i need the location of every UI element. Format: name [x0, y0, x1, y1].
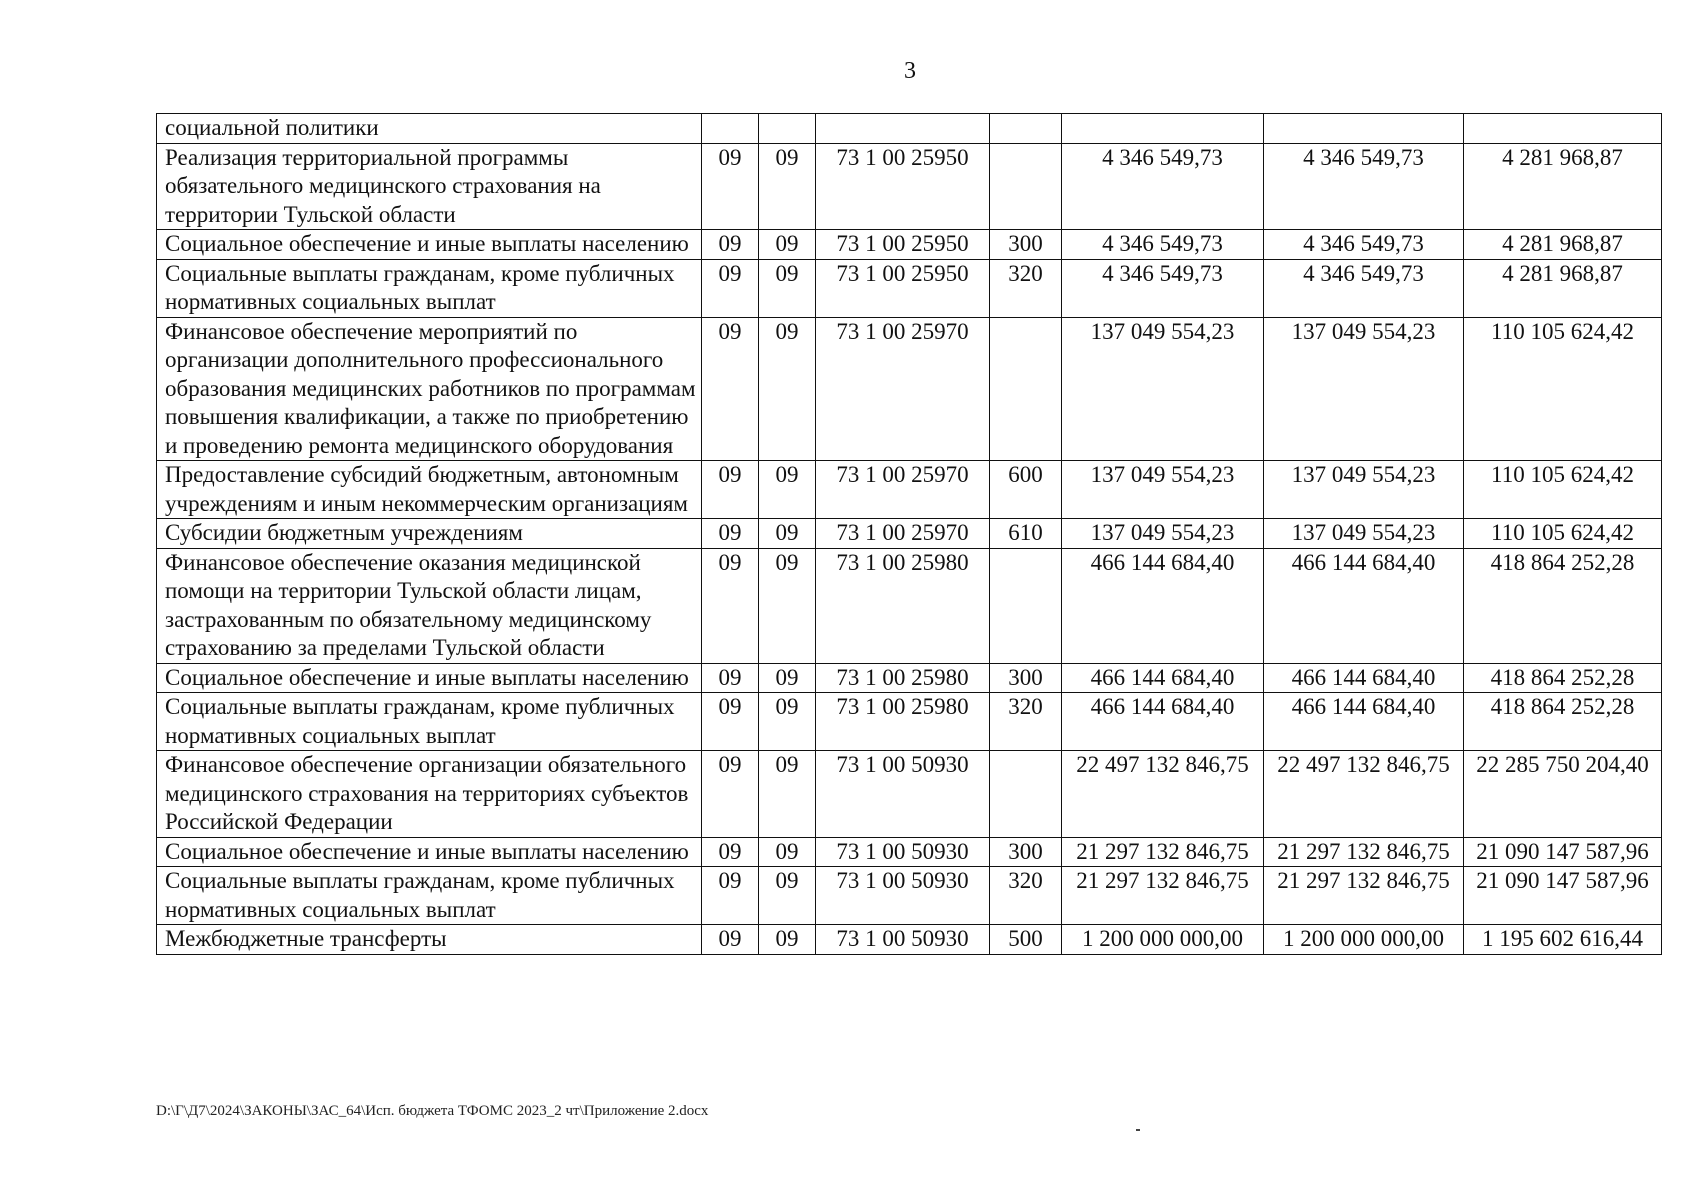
- target-article-cell: 73 1 00 50930: [816, 751, 990, 838]
- refined-amount-cell: [1264, 114, 1464, 144]
- table-row: [157, 663, 1662, 693]
- target-article-cell: 73 1 00 50930: [816, 837, 990, 867]
- expense-type-cell: 320: [990, 259, 1062, 317]
- section-cell: 09: [702, 519, 759, 549]
- approved-amount-cell: [1062, 114, 1264, 144]
- section-cell: 09: [702, 143, 759, 230]
- target-article-cell: [816, 114, 990, 144]
- executed-amount-cell: 22 285 750 204,40: [1464, 751, 1662, 838]
- row-name-cell: Финансовое обеспечение мероприятий по организации дополнительного профессионального образования медицинских работников по программам повышения квалификации, а также по приобретению и проведению ремонта медицинского оборудования: [157, 317, 702, 461]
- refined-amount-cell: 1 200 000 000,00: [1264, 925, 1464, 955]
- expense-type-cell: 300: [990, 837, 1062, 867]
- approved-amount-cell: 466 144 684,40: [1062, 548, 1264, 663]
- table-row: [157, 751, 1662, 838]
- section-cell: 09: [702, 317, 759, 461]
- executed-amount-cell: 418 864 252,28: [1464, 663, 1662, 693]
- executed-amount-cell: [1464, 114, 1662, 144]
- section-cell: 09: [702, 867, 759, 925]
- subsection-cell: 09: [759, 867, 816, 925]
- approved-amount-cell: 466 144 684,40: [1062, 693, 1264, 751]
- subsection-cell: 09: [759, 693, 816, 751]
- refined-amount-cell: 4 346 549,73: [1264, 143, 1464, 230]
- row-name-cell: Социальные выплаты гражданам, кроме публичных нормативных социальных выплат: [157, 867, 702, 925]
- row-name-cell: Реализация территориальной программы обязательного медицинского страхования на территории Тульской области: [157, 143, 702, 230]
- section-cell: 09: [702, 230, 759, 260]
- table-row: [157, 461, 1662, 519]
- target-article-cell: 73 1 00 25950: [816, 143, 990, 230]
- row-name-cell: Финансовое обеспечение оказания медицинской помощи на территории Тульской области лицам, застрахованным по обязательному медицинскому страхованию за пределами Тульской области: [157, 548, 702, 663]
- section-cell: 09: [702, 461, 759, 519]
- file-path: D:\Г\Д7\2024\ЗАКОНЫ\ЗАС_64\Исп. бюджета ТФОМС 2023_2 чт\Приложение 2.docx: [156, 1103, 709, 1119]
- table-row: [157, 693, 1662, 751]
- expense-type-cell: [990, 317, 1062, 461]
- approved-amount-cell: 137 049 554,23: [1062, 317, 1264, 461]
- refined-amount-cell: 137 049 554,23: [1264, 519, 1464, 549]
- subsection-cell: 09: [759, 548, 816, 663]
- row-name-cell: социальной политики: [157, 114, 702, 144]
- expense-type-cell: 320: [990, 693, 1062, 751]
- section-cell: 09: [702, 693, 759, 751]
- target-article-cell: 73 1 00 25980: [816, 548, 990, 663]
- row-name-cell: Межбюджетные трансферты: [157, 925, 702, 955]
- expense-type-cell: 320: [990, 867, 1062, 925]
- expense-type-cell: 300: [990, 230, 1062, 260]
- row-name-cell: Социальные выплаты гражданам, кроме публичных нормативных социальных выплат: [157, 259, 702, 317]
- expense-type-cell: [990, 114, 1062, 144]
- target-article-cell: 73 1 00 25950: [816, 230, 990, 260]
- row-name-cell: Субсидии бюджетным учреждениям: [157, 519, 702, 549]
- subsection-cell: 09: [759, 925, 816, 955]
- executed-amount-cell: 4 281 968,87: [1464, 143, 1662, 230]
- target-article-cell: 73 1 00 25970: [816, 317, 990, 461]
- subsection-cell: 09: [759, 663, 816, 693]
- refined-amount-cell: 466 144 684,40: [1264, 548, 1464, 663]
- table-row: [157, 548, 1662, 663]
- target-article-cell: 73 1 00 50930: [816, 867, 990, 925]
- row-name-cell: Финансовое обеспечение организации обязательного медицинского страхования на территориях субъектов Российской Федерации: [157, 751, 702, 838]
- target-article-cell: 73 1 00 25970: [816, 461, 990, 519]
- subsection-cell: 09: [759, 143, 816, 230]
- section-cell: 09: [702, 925, 759, 955]
- row-name-cell: Социальное обеспечение и иные выплаты населению: [157, 837, 702, 867]
- section-cell: 09: [702, 751, 759, 838]
- subsection-cell: 09: [759, 259, 816, 317]
- expense-type-cell: [990, 548, 1062, 663]
- executed-amount-cell: 110 105 624,42: [1464, 461, 1662, 519]
- page-number: 3: [904, 58, 916, 84]
- executed-amount-cell: 4 281 968,87: [1464, 230, 1662, 260]
- section-cell: 09: [702, 663, 759, 693]
- target-article-cell: 73 1 00 25980: [816, 663, 990, 693]
- executed-amount-cell: 21 090 147 587,96: [1464, 867, 1662, 925]
- row-name-cell: Социальное обеспечение и иные выплаты населению: [157, 230, 702, 260]
- target-article-cell: 73 1 00 50930: [816, 925, 990, 955]
- row-name-cell: Социальные выплаты гражданам, кроме публичных нормативных социальных выплат: [157, 693, 702, 751]
- executed-amount-cell: 418 864 252,28: [1464, 548, 1662, 663]
- expense-type-cell: [990, 143, 1062, 230]
- approved-amount-cell: 466 144 684,40: [1062, 663, 1264, 693]
- refined-amount-cell: 4 346 549,73: [1264, 259, 1464, 317]
- target-article-cell: 73 1 00 25950: [816, 259, 990, 317]
- target-article-cell: 73 1 00 25970: [816, 519, 990, 549]
- section-cell: 09: [702, 548, 759, 663]
- table-body: [157, 114, 1662, 955]
- section-cell: 09: [702, 259, 759, 317]
- approved-amount-cell: 4 346 549,73: [1062, 143, 1264, 230]
- approved-amount-cell: 137 049 554,23: [1062, 519, 1264, 549]
- table-row: [157, 519, 1662, 549]
- target-article-cell: 73 1 00 25980: [816, 693, 990, 751]
- section-cell: 09: [702, 837, 759, 867]
- approved-amount-cell: 137 049 554,23: [1062, 461, 1264, 519]
- subsection-cell: 09: [759, 317, 816, 461]
- subsection-cell: 09: [759, 230, 816, 260]
- row-name-cell: Социальное обеспечение и иные выплаты населению: [157, 663, 702, 693]
- refined-amount-cell: 137 049 554,23: [1264, 461, 1464, 519]
- approved-amount-cell: 22 497 132 846,75: [1062, 751, 1264, 838]
- budget-execution-table: [156, 113, 1662, 955]
- table-row: [157, 230, 1662, 260]
- refined-amount-cell: 466 144 684,40: [1264, 663, 1464, 693]
- table-row: [157, 317, 1662, 461]
- approved-amount-cell: 21 297 132 846,75: [1062, 867, 1264, 925]
- approved-amount-cell: 1 200 000 000,00: [1062, 925, 1264, 955]
- subsection-cell: 09: [759, 837, 816, 867]
- table-row: [157, 114, 1662, 144]
- subsection-cell: [759, 114, 816, 144]
- expense-type-cell: 600: [990, 461, 1062, 519]
- subsection-cell: 09: [759, 751, 816, 838]
- subsection-cell: 09: [759, 461, 816, 519]
- executed-amount-cell: 110 105 624,42: [1464, 317, 1662, 461]
- table-row: [157, 143, 1662, 230]
- expense-type-cell: 300: [990, 663, 1062, 693]
- executed-amount-cell: 110 105 624,42: [1464, 519, 1662, 549]
- refined-amount-cell: 21 297 132 846,75: [1264, 867, 1464, 925]
- table-row: [157, 259, 1662, 317]
- executed-amount-cell: 1 195 602 616,44: [1464, 925, 1662, 955]
- refined-amount-cell: 4 346 549,73: [1264, 230, 1464, 260]
- executed-amount-cell: 4 281 968,87: [1464, 259, 1662, 317]
- table-row: [157, 925, 1662, 955]
- table-row: [157, 837, 1662, 867]
- approved-amount-cell: 21 297 132 846,75: [1062, 837, 1264, 867]
- approved-amount-cell: 4 346 549,73: [1062, 230, 1264, 260]
- subsection-cell: 09: [759, 519, 816, 549]
- expense-type-cell: [990, 751, 1062, 838]
- expense-type-cell: 500: [990, 925, 1062, 955]
- refined-amount-cell: 466 144 684,40: [1264, 693, 1464, 751]
- section-cell: [702, 114, 759, 144]
- executed-amount-cell: 21 090 147 587,96: [1464, 837, 1662, 867]
- executed-amount-cell: 418 864 252,28: [1464, 693, 1662, 751]
- row-name-cell: Предоставление субсидий бюджетным, автономным учреждениям и иным некоммерческим организациям: [157, 461, 702, 519]
- refined-amount-cell: 21 297 132 846,75: [1264, 837, 1464, 867]
- refined-amount-cell: 22 497 132 846,75: [1264, 751, 1464, 838]
- approved-amount-cell: 4 346 549,73: [1062, 259, 1264, 317]
- expense-type-cell: 610: [990, 519, 1062, 549]
- scan-mark: [1136, 1129, 1140, 1131]
- refined-amount-cell: 137 049 554,23: [1264, 317, 1464, 461]
- table-row: [157, 867, 1662, 925]
